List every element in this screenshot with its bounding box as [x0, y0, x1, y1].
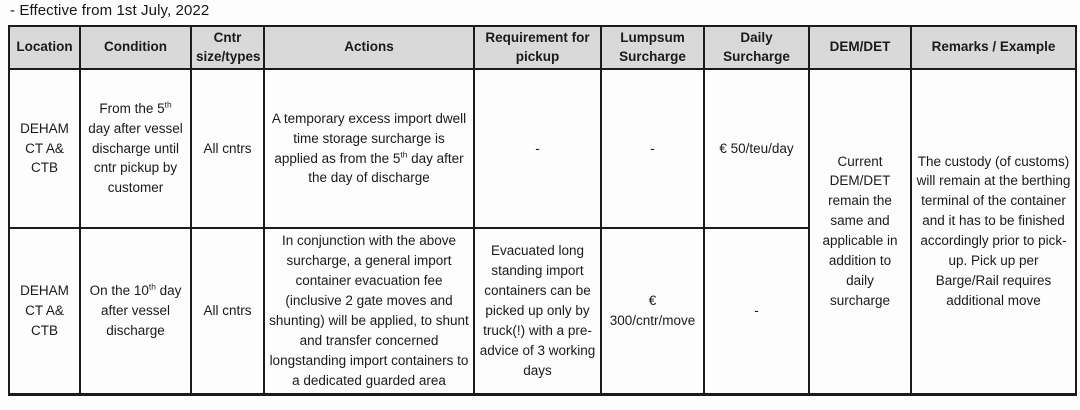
cell-daily-row2: -	[704, 228, 809, 394]
header-requirement-for-pickup: Requirement for pickup	[474, 26, 601, 69]
actions-ordinal-suffix: th	[400, 149, 408, 159]
effective-date-note: - Effective from 1st July, 2022	[10, 2, 210, 19]
condition-text-post: day after vessel discharge	[100, 282, 182, 338]
condition-text-pre: From the 5	[99, 100, 165, 116]
cell-dem-det-merged: Current DEM/DET remain the same and applicable in addition to daily surcharge	[809, 69, 911, 394]
cell-actions-row1	[264, 69, 474, 228]
condition-ordinal-suffix: th	[164, 99, 172, 110]
cell-cntr-row1: All cntrs	[191, 69, 264, 228]
cell-actions-row2	[264, 228, 474, 394]
condition-ordinal-suffix: th	[148, 281, 156, 292]
header-row	[9, 26, 1076, 69]
header-daily-surcharge: Daily Surcharge	[704, 26, 809, 69]
cell-lumpsum-row2: € 300/cntr/move	[601, 228, 704, 394]
cell-location-row1: DEHAM CT A& CTB	[9, 69, 80, 228]
header-actions: Actions	[264, 26, 474, 69]
cell-location-row2: DEHAM CT A& CTB	[9, 228, 80, 394]
cell-requirement-row2: Evacuated long standing import containers can be picked up only by truck(!) with a pre-advice of 3 working days	[474, 228, 601, 394]
condition-text-post: day after vessel discharge until cntr pickup by customer	[88, 120, 183, 196]
cell-cntr-row2: All cntrs	[191, 228, 264, 394]
actions-text-post: day after the day of discharge	[308, 150, 464, 186]
cell-daily-row1: € 50/teu/day	[704, 69, 809, 228]
condition-text-pre: On the 10	[89, 282, 149, 298]
header-condition: Condition	[80, 26, 191, 69]
actions-text-pre: A temporary excess import dwell time storage surcharge is applied as from the 5	[271, 110, 467, 166]
actions-text-pre: In conjunction with the above surcharge, a general import container evacuation fee (inclusive 2 gate moves and shunting) will be applied, to shunt and transfer concerned longstanding import containers to a dedicated guarded area	[269, 233, 469, 388]
cell-condition-row2	[80, 228, 191, 394]
cell-requirement-row1: -	[474, 69, 601, 228]
header-cntr-size-types: Cntr size/types	[191, 26, 264, 69]
header-dem-det: DEM/DET	[809, 26, 911, 69]
cell-condition-row1	[80, 69, 191, 228]
cell-lumpsum-row1: -	[601, 69, 704, 228]
header-remarks-example: Remarks / Example	[911, 26, 1076, 69]
surcharge-table	[8, 25, 1077, 396]
header-lumpsum-surcharge: Lumpsum Surcharge	[601, 26, 704, 69]
cell-remarks-merged: The custody (of customs) will remain at the berthing terminal of the container and it has to be finished accordingly prior to pick-up. Pick up per Barge/Rail requires additional move	[911, 69, 1076, 394]
table-row-1	[9, 69, 1076, 228]
header-location: Location	[9, 26, 80, 69]
